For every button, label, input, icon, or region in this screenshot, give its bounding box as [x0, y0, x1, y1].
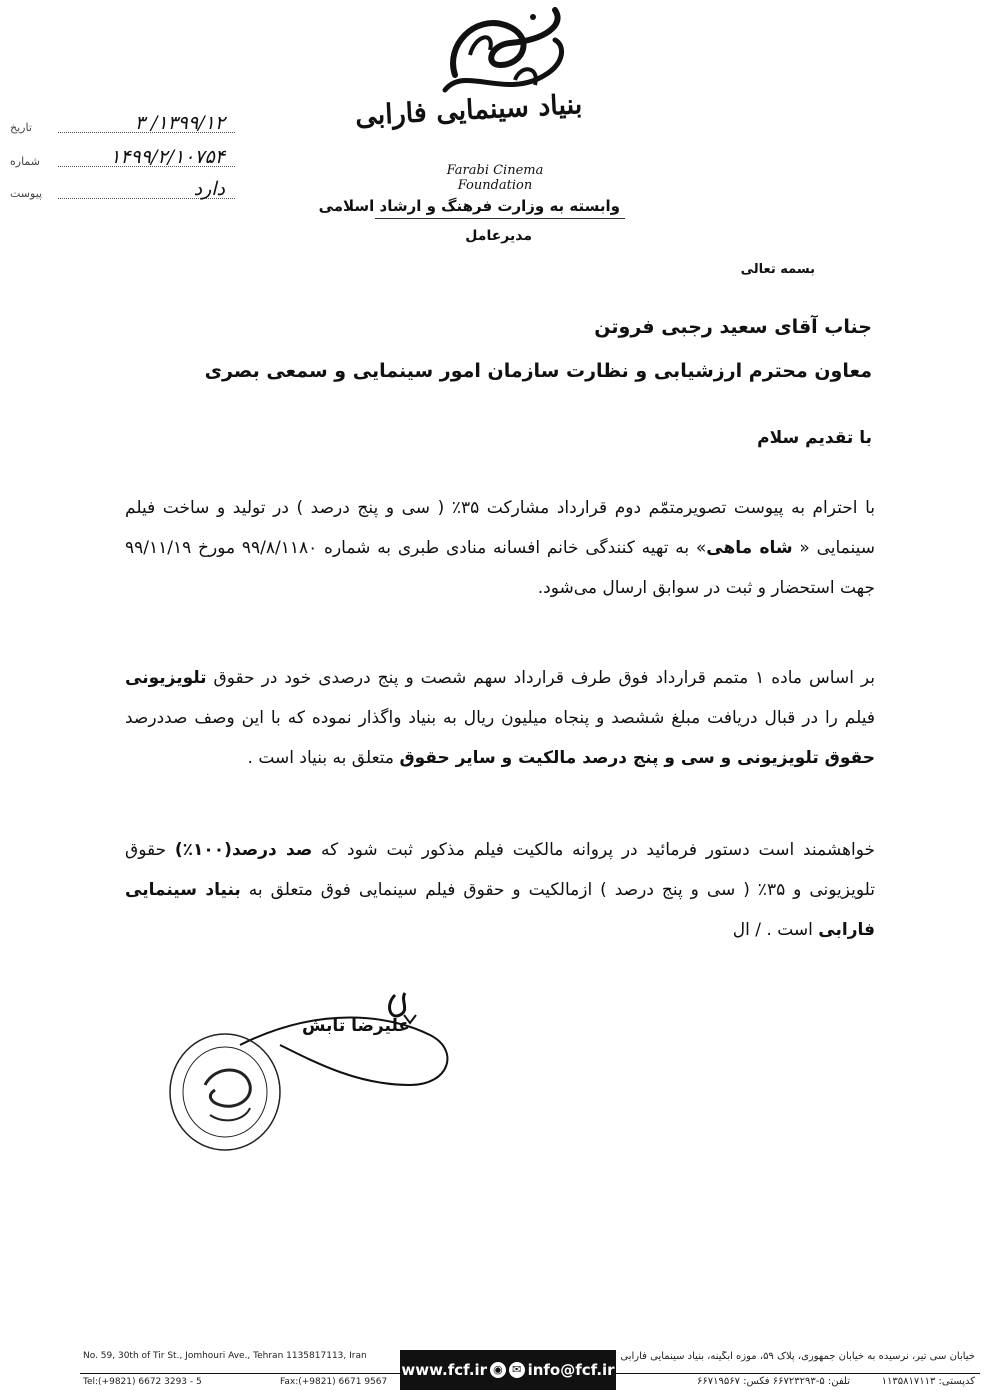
org-name-en: Farabi Cinema Foundation	[446, 163, 544, 193]
email-icon: ✉	[509, 1362, 525, 1378]
p3-part-a: خواهشمند است دستور فرمائید در پروانه مالکیت فیلم مذکور ثبت شود که	[312, 840, 876, 860]
p3-part-e: است . / ال	[732, 920, 819, 940]
paragraph-2	[125, 658, 875, 778]
affiliation-divider	[375, 218, 625, 219]
signer-name: علیرضا تابش	[302, 1016, 410, 1036]
top-salutation: بسمه تعالی	[740, 262, 815, 277]
attachment-label: پیوست	[10, 187, 43, 200]
meta-number-row	[10, 148, 235, 170]
date-label: تاریخ	[10, 121, 32, 134]
p2-bold-tv: تلویزیونی	[125, 668, 207, 688]
footer-postal-fa: کدپستی: ۱۱۳۵۸۱۷۱۱۳	[881, 1376, 975, 1387]
affiliation: وابسته به وزارت فرهنگ و ارشاد اسلامی	[318, 197, 620, 215]
p1-part-c: » به تهیه کنندگی خانم افسانه منادی طبری به شماره ۹۹/۸/۱۱۸۰ مورخ ۹۹/۱۱/۱۹ جهت استحضار و ثبت در سوابق ارسال می‌شود.	[125, 538, 875, 598]
org-name-fa: بنیاد سینمایی فارابی	[354, 89, 583, 132]
p3-bold-percent: صد درصد(۱۰۰٪)	[174, 840, 313, 860]
p3-part-c: حقوق تلویزیونی و ۳۵٪ ( سی و پنج درصد ) ازمالکیت و حقوق فیلم سینمایی فوق متعلق به	[125, 840, 876, 900]
recipient-title: معاون محترم ارزشیابی و نظارت سازمان امور سینمایی و سمعی بصری	[204, 360, 872, 382]
department: مدیرعامل	[465, 228, 532, 244]
footer-tel-en: Tel:(+9821) 6672 3293 - 5	[83, 1377, 202, 1387]
date-value: ۱۳۹۹/۱۲/ ۳	[134, 112, 225, 134]
meta-date-row	[10, 114, 235, 136]
p2-part-e: متعلق به بنیاد است .	[247, 748, 400, 768]
p2-part-a: بر اساس ماده ۱ متمم قرارداد فوق طرف قرارداد سهم شصت و پنج درصدی خود در حقوق	[206, 668, 875, 688]
email-link[interactable]: info@fcf.ir	[527, 1361, 615, 1379]
footer-fax-en: Fax:(+9821) 6671 9567	[280, 1377, 388, 1387]
footer-address-en: No. 59, 30th of Tir St., Jomhouri Ave., Tehran 1135817113, Iran	[83, 1351, 367, 1361]
globe-icon: ◉	[490, 1362, 506, 1378]
footer-tel-fa: تلفن: ۵-۶۶۷۲۳۲۹۳ فکس: ۶۶۷۱۹۵۶۷	[696, 1376, 850, 1387]
paragraph-1	[125, 488, 875, 608]
number-value: ۱۴۹۹/۲/۱۰۷۵۴	[110, 146, 225, 168]
website-link[interactable]: www.fcf.ir	[401, 1361, 488, 1379]
number-label: شماره	[10, 155, 41, 168]
attachment-value: دارد	[193, 178, 225, 200]
p2-bold-rights: حقوق تلویزیونی و سی و پنج درصد مالکیت و سایر حقوق	[399, 748, 875, 768]
footer-contact-badge	[400, 1350, 616, 1390]
p1-film-title: شاه ماهی	[706, 538, 793, 558]
greeting: با تقدیم سلام	[757, 428, 872, 448]
p3-bold-foundation: بنیاد سینمایی فارابی	[125, 880, 875, 940]
p1-part-a: با احترام به پیوست تصویرمتمّم دوم قرارداد مشارکت ۳۵٪ ( سی و پنج درصد ) در تولید و ساخت فیلم سینمایی «	[125, 498, 875, 558]
p2-part-c: فیلم را در قبال دریافت مبلغ ششصد و پنجاه میلیون ریال به بنیاد واگذار نموده که با این وصف صددرصد	[125, 708, 875, 728]
meta-attachment-row	[10, 180, 235, 202]
recipient-name: جناب آقای سعید رجبی فروتن	[594, 316, 872, 338]
footer-address-fa: خیابان سی تیر، نرسیده به خیابان جمهوری، پلاک ۵۹، موزه آبگینه، بنیاد سینمایی فارابی	[620, 1351, 975, 1362]
paragraph-3	[125, 830, 875, 950]
official-seal-icon	[165, 1030, 285, 1155]
